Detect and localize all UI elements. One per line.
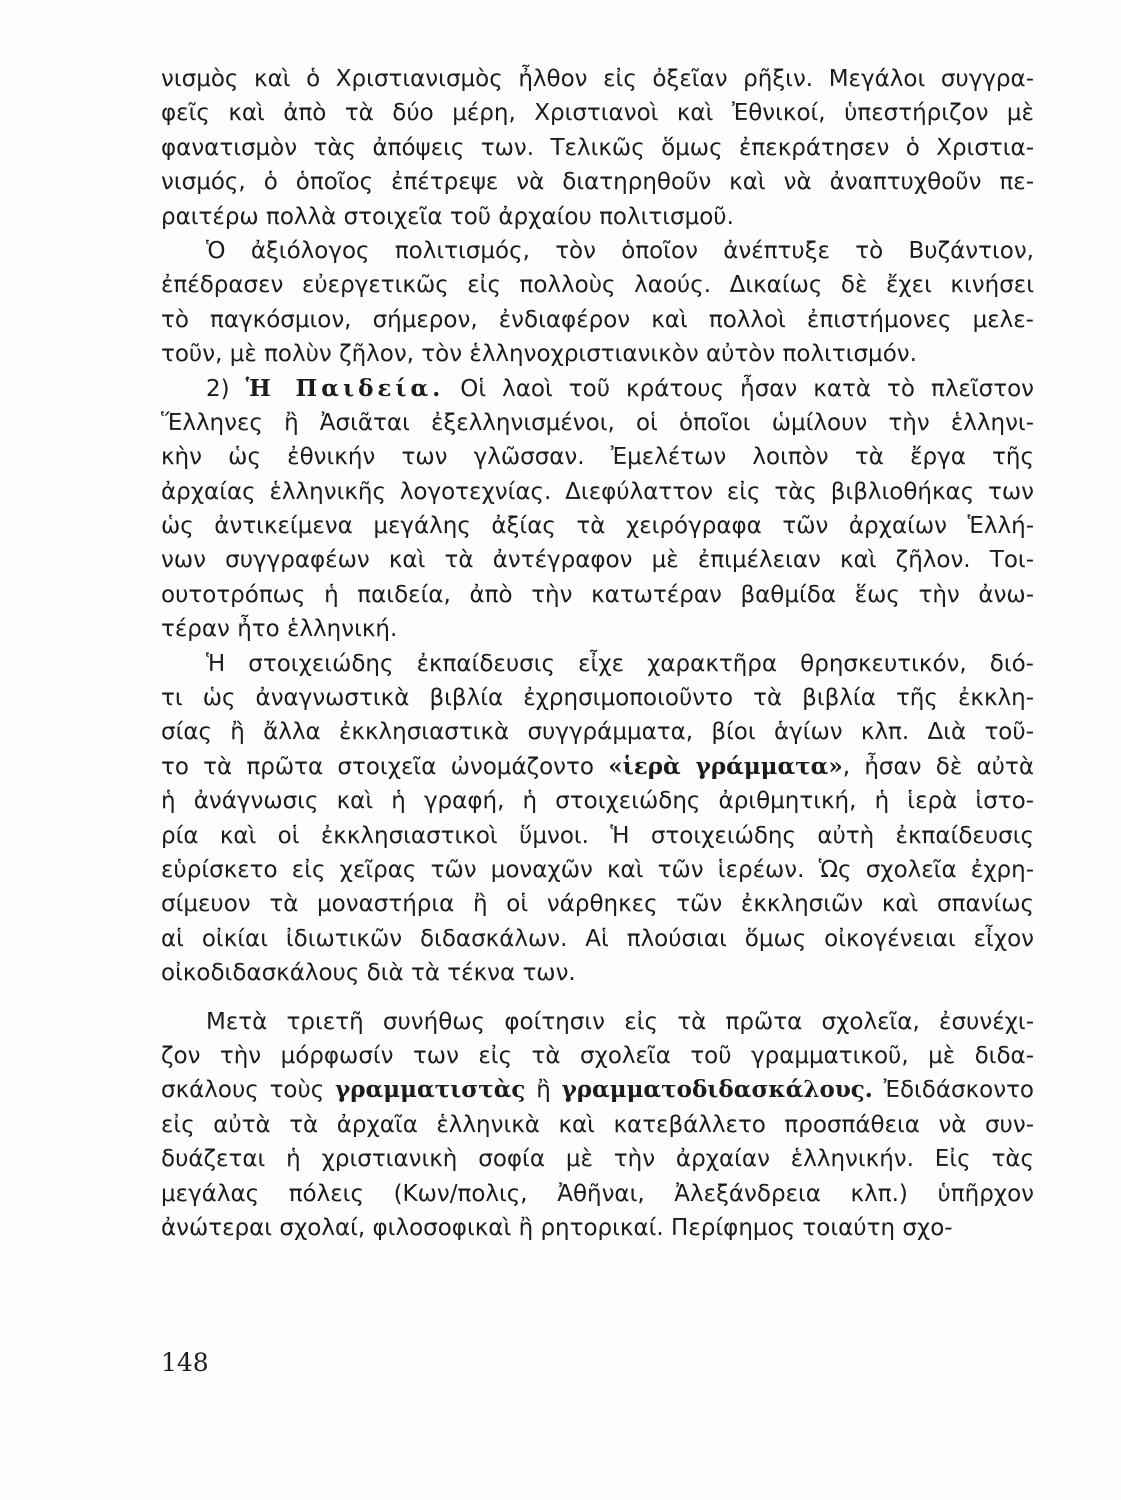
text-run: το τὰ πρῶτα στοιχεῖα ὠνομάζοντο (161, 753, 609, 780)
text-line (161, 1108, 1034, 1142)
text-line (161, 1142, 1034, 1176)
text-run: ρία καὶ οἱ ἐκκλησιαστικοὶ ὕμνοι. Ἡ στοιχειώδης αὐτὴ ἐκπαίδευσις (161, 822, 1034, 849)
paragraph (161, 647, 1034, 991)
text-line (161, 922, 1034, 956)
text-run: φεῖς καὶ ἀπὸ τὰ δύο μέρη, Χριστιανοὶ καὶ Ἐθνικοί, ὑπεστήριζον μὲ (161, 100, 1034, 127)
text-run: σκάλους τοὺς (161, 1077, 336, 1104)
paragraph-gap (161, 991, 1034, 1005)
text-line (161, 509, 1034, 543)
text-run: Οἱ λαοὶ τοῦ κράτους ἦσαν κατὰ τὸ πλεῖστον (444, 375, 1034, 402)
text-run: νισμός, ὁ ὁποῖος ἐπέτρεψε νὰ διατηρηθοῦν καὶ νὰ ἀναπτυχθοῦν πε- (161, 169, 1034, 196)
text-run: ὡς ἀντικείμενα μεγάλης ἀξίας τὰ χειρόγραφα τῶν ἀρχαίων Ἑλλή- (161, 513, 1034, 540)
text-run: ἡ ἀνάγνωσις καὶ ἡ γραφή, ἡ στοιχειώδης ἀριθμητική, ἡ ἱερὰ ἱστο- (161, 788, 1034, 815)
text-line (161, 131, 1034, 165)
text-line (161, 853, 1034, 887)
text-line (161, 303, 1034, 337)
text-run: , ἦσαν δὲ αὐτὰ (842, 753, 1035, 780)
text-run: οἰκοδιδασκάλους διὰ τὰ τέκνα των. (161, 960, 576, 987)
bold-term: γραμματιστὰς (335, 1076, 526, 1104)
text-run: φανατισμὸν τὰς ἀπόψεις των. Τελικῶς ὅμως ἐπεκράτησεν ὁ Χριστια- (161, 134, 1034, 161)
text-run: Ὁ ἀξιόλογος πολιτισμός, τὸν ὁποῖον ἀνέπτυξε τὸ Βυζάντιον, (206, 237, 1034, 264)
text-run: κὴν ὡς ἐθνικήν των γλῶσσαν. Ἐμελέτων λοιπὸν τὰ ἔργα τῆς (161, 444, 1034, 471)
text-run: Ἕλληνες ἢ Ἀσιᾶται ἐξελληνισμένοι, οἱ ὁποῖοι ὡμίλουν τὴν ἑλληνι- (161, 409, 1034, 436)
text-run: τὸ παγκόσμιον, σήμερον, ἐνδιαφέρον καὶ πολλοὶ ἐπιστήμονες μελε- (161, 306, 1034, 333)
text-line (161, 715, 1034, 749)
text-line (161, 62, 1034, 96)
text-line (161, 268, 1034, 302)
text-run: νισμὸς καὶ ὁ Χριστιανισμὸς ἦλθον εἰς ὀξεῖαν ρῆξιν. Μεγάλοι συγγρα- (161, 66, 1034, 92)
paragraph (161, 1005, 1034, 1246)
text-line (161, 234, 1034, 268)
text-line (161, 578, 1034, 612)
text-line (161, 1073, 1034, 1107)
bold-term: Ἡ Παιδεία. (245, 374, 445, 402)
page-number: 148 (161, 1348, 209, 1377)
text-line (161, 750, 1034, 784)
text-line (161, 1177, 1034, 1211)
text-run: ἀρχαίας ἑλληνικῆς λογοτεχνίας. Διεφύλαττον εἰς τὰς βιβλιοθήκας των (161, 478, 1034, 505)
text-run: σίμευον τὰ μοναστήρια ἢ οἱ νάρθηκες τῶν ἐκκλησιῶν καὶ σπανίως (161, 891, 1034, 918)
text-line (161, 819, 1034, 853)
text-run: ραιτέρω πολλὰ στοιχεῖα τοῦ ἀρχαίου πολιτισμοῦ. (161, 203, 734, 230)
bold-term: «ἱερὰ γράμματα» (608, 752, 843, 780)
text-line (161, 406, 1034, 440)
paragraph (161, 372, 1034, 647)
text-line (161, 681, 1034, 715)
text-line (161, 647, 1034, 681)
text-line (161, 1039, 1034, 1073)
text-line (161, 612, 1034, 646)
text-run: ἐπέδρασεν εὐεργετικῶς εἰς πολλοὺς λαούς. Δικαίως δὲ ἔχει κινήσει (161, 272, 1034, 299)
text-line (161, 784, 1034, 818)
paragraph (161, 234, 1034, 372)
text-run: Ἡ στοιχειώδης ἐκπαίδευσις εἶχε χαρακτῆρα θρησκευτικόν, διό- (206, 650, 1034, 677)
text-run: μεγάλας πόλεις (Κων/πολις, Ἀθῆναι, Ἀλεξάνδρεια κλπ.) ὑπῆρχον (161, 1180, 1034, 1207)
text-line (161, 337, 1034, 371)
text-run: δυάζεται ἡ χριστιανικὴ σοφία μὲ τὴν ἀρχαίαν ἑλληνικήν. Εἰς τὰς (161, 1146, 1034, 1173)
text-line (161, 96, 1034, 130)
text-run: Μετὰ τριετῆ συνήθως φοίτησιν εἰς τὰ πρῶτα σχολεῖα, ἐσυνέχι- (206, 1008, 1034, 1035)
text-line (161, 956, 1034, 990)
text-line (161, 1005, 1034, 1039)
text-run: τέραν ἦτο ἑλληνική. (161, 616, 398, 643)
text-run: ουτοτρόπως ἡ παιδεία, ἀπὸ τὴν κατωτέραν βαθμίδα ἕως τὴν ἀνω- (161, 581, 1034, 608)
text-line (161, 543, 1034, 577)
text-line (161, 440, 1034, 474)
text-run: εὑρίσκετο εἰς χεῖρας τῶν μοναχῶν καὶ τῶν ἱερέων. Ὡς σχολεῖα ἐχρη- (161, 856, 1034, 883)
text-run: νων συγγραφέων καὶ τὰ ἀντέγραφον μὲ ἐπιμέλειαν καὶ ζῆλον. Τοι- (161, 547, 1034, 574)
text-line (161, 1211, 1034, 1245)
text-run: εἰς αὐτὰ τὰ ἀρχαῖα ἑλληνικὰ καὶ κατεβάλλετο προσπάθεια νὰ συν- (161, 1111, 1034, 1138)
text-run: αἱ οἰκίαι ἰδιωτικῶν διδασκάλων. Αἱ πλούσιαι ὅμως οἰκογένειαι εἶχον (161, 925, 1034, 952)
text-line (161, 475, 1034, 509)
text-line (161, 165, 1034, 199)
text-run: ἢ (525, 1077, 562, 1104)
text-run: Ἐδιδάσκοντο (872, 1077, 1034, 1104)
text-run: τι ὡς ἀναγνωστικὰ βιβλία ἐχρησιμοποιοῦντο τὰ βιβλία τῆς ἐκκλη- (161, 685, 1034, 712)
text-run: σίας ἢ ἄλλα ἐκκλησιαστικὰ συγγράμματα, βίοι ἁγίων κλπ. Διὰ τοῦ- (161, 719, 1034, 746)
text-run: τοῦν, μὲ πολὺν ζῆλον, τὸν ἑλληνοχριστιανικὸν αὐτὸν πολιτισμόν. (161, 341, 917, 368)
body-text (161, 62, 1034, 1245)
bold-term: γραμματοδιδασκάλους. (561, 1076, 873, 1104)
paragraph (161, 62, 1034, 234)
text-run: ζον τὴν μόρφωσίν των εἰς τὰ σχολεῖα τοῦ γραμματικοῦ, μὲ διδα- (161, 1042, 1034, 1069)
text-run: ἀνώτεραι σχολαί, φιλοσοφικαὶ ἢ ρητορικαί. Περίφημος τοιαύτη σχο- (161, 1214, 953, 1241)
text-run: 2) (206, 375, 246, 402)
text-line (161, 200, 1034, 234)
text-line (161, 372, 1034, 406)
text-line (161, 887, 1034, 921)
